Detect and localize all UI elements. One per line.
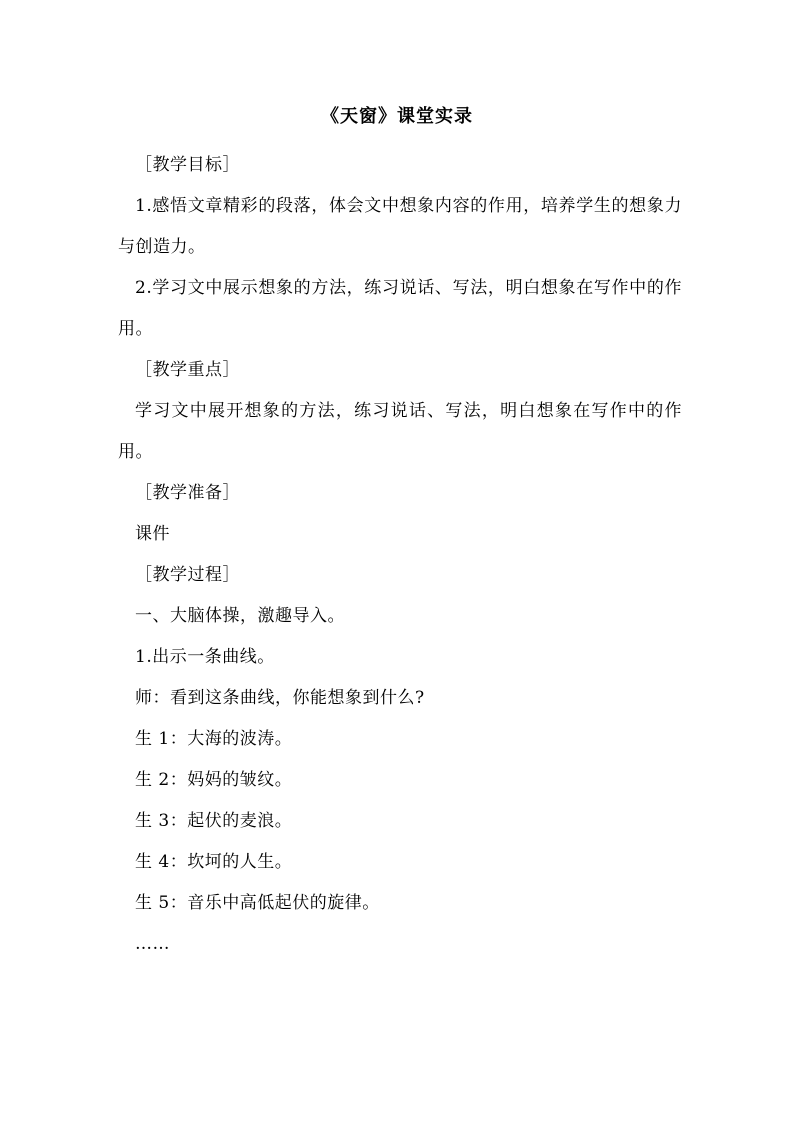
document-title: 《天窗》课堂实录 xyxy=(321,106,473,127)
section-heading-process: ［教学过程］ xyxy=(135,565,240,585)
process-step-1: 一、大脑体操，激趣导入。 xyxy=(135,606,345,626)
section-heading-objectives: ［教学目标］ xyxy=(135,155,240,175)
teacher-question: 师：看到这条曲线，你能想象到什么? xyxy=(135,688,425,708)
key-point-text: 学习文中展开想象的方法，练习说话、写法，明白想象在写作中的作用。 xyxy=(118,401,682,462)
student-answer-3: 生 3：起伏的麦浪。 xyxy=(135,811,293,831)
document-body xyxy=(118,145,682,965)
ellipsis: …… xyxy=(135,934,170,954)
student-answer-5: 生 5：音乐中高低起伏的旋律。 xyxy=(135,893,380,913)
student-answer-4: 生 4：坎坷的人生。 xyxy=(135,852,293,872)
objective-2: 2.学习文中展示想象的方法，练习说话、写法，明白想象在写作中的作用。 xyxy=(118,278,682,339)
objective-1: 1.感悟文章精彩的段落，体会文中想象内容的作用，培养学生的想象力与创造力。 xyxy=(118,196,682,257)
preparation-text: 课件 xyxy=(135,524,170,544)
student-answer-1: 生 1：大海的波涛。 xyxy=(135,729,293,749)
section-heading-key-points: ［教学重点］ xyxy=(135,360,240,380)
student-answer-2: 生 2：妈妈的皱纹。 xyxy=(135,770,293,790)
section-heading-preparation: ［教学准备］ xyxy=(135,483,240,503)
process-substep-1: 1.出示一条曲线。 xyxy=(135,647,275,667)
